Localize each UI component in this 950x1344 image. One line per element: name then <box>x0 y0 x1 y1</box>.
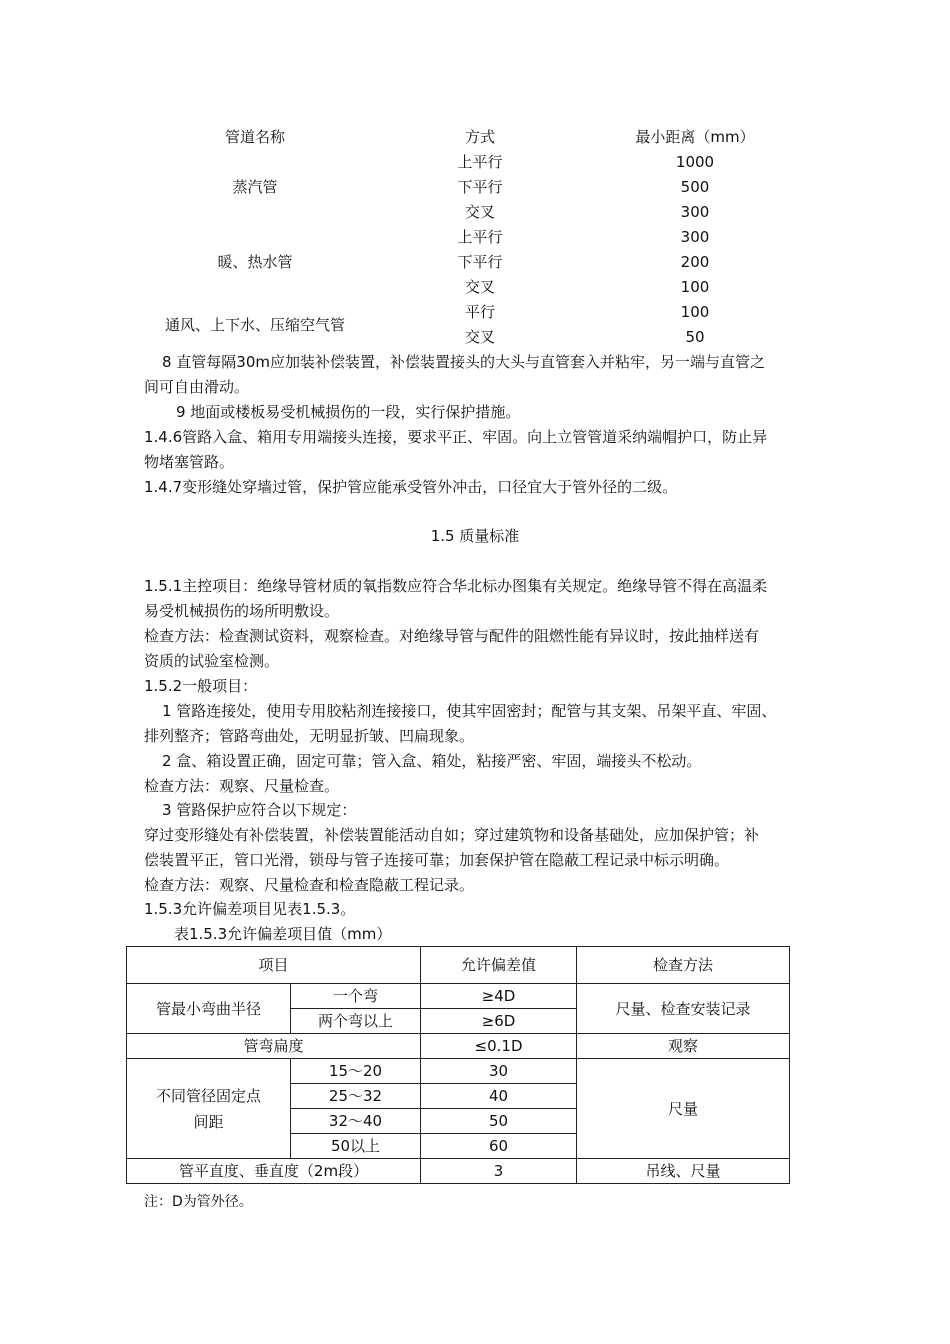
check-method-2: 检查方法：观察、尺量检查。 <box>144 777 340 795</box>
header-tolerance: 允许偏差值 <box>421 947 577 984</box>
col-pipe-name: 管道名称 <box>224 128 285 146</box>
clearance-table <box>140 125 800 350</box>
sub-item-cell: 50以上 <box>291 1134 421 1159</box>
method-cell: 平行 <box>464 303 495 321</box>
item-1-line2: 排列整齐；管路弯曲处，无明显折皱、凹扁现象。 <box>144 727 475 745</box>
item-2: 2 盒、箱设置正确，固定可靠；管入盒、箱处，粘接严密、牢固，端接头不松动。 <box>162 752 702 770</box>
paragraph-8-line2: 间可自由滑动。 <box>144 378 250 396</box>
value-cell: 30 <box>421 1059 577 1084</box>
paragraph-152: 1.5.2一般项目： <box>144 677 258 695</box>
distance-cell: 1000 <box>675 153 715 171</box>
table-row <box>127 1034 790 1059</box>
check-method-1-line2: 资质的试验室检测。 <box>144 652 280 670</box>
section-title: 1.5 质量标准 <box>430 527 520 545</box>
table-row <box>140 150 800 175</box>
value-cell: ≥6D <box>421 1009 577 1034</box>
method-cell: 上平行 <box>457 153 503 171</box>
table-note: 注：D为管外径。 <box>144 1194 253 1210</box>
table-row <box>140 225 800 250</box>
value-cell: ≤0.1D <box>421 1034 577 1059</box>
item-3: 3 管路保护应符合以下规定： <box>162 801 357 819</box>
check-method-3: 检查方法：观察、尺量检查和检查隐蔽工程记录。 <box>144 876 475 894</box>
method-cell: 交叉 <box>464 328 495 346</box>
distance-cell: 500 <box>680 178 710 196</box>
sub-item-cell: 两个弯以上 <box>291 1009 421 1034</box>
table-row <box>127 1059 790 1084</box>
item-cell-line2: 间距 <box>193 1112 224 1131</box>
paragraph-146-line1: 1.4.6管路入盒、箱用专用端接头连接，要求平正、牢固。向上立管管道采纳端帽护口，防止异 <box>144 428 768 446</box>
method-cell: 交叉 <box>464 278 495 296</box>
value-cell: 3 <box>421 1159 577 1184</box>
method-cell: 尺量、检查安装记录 <box>577 984 790 1034</box>
sub-item-cell: 25～32 <box>291 1084 421 1109</box>
item-3-detail-line2: 偿装置平正，管口光滑，锁母与管子连接可靠；加套保护管在隐蔽工程记录中标示明确。 <box>144 851 730 869</box>
sub-item-cell: 一个弯 <box>291 984 421 1009</box>
table-row <box>127 984 790 1009</box>
distance-cell: 100 <box>680 278 710 296</box>
table-row <box>127 1159 790 1184</box>
item-cell: 管最小弯曲半径 <box>127 984 291 1034</box>
header-item: 项目 <box>127 947 421 984</box>
paragraph-9: 9 地面或楼板易受机械损伤的一段，实行保护措施。 <box>176 403 521 421</box>
distance-cell: 100 <box>680 303 710 321</box>
method-cell: 下平行 <box>457 253 503 271</box>
distance-cell: 50 <box>685 328 705 346</box>
distance-cell: 300 <box>680 203 710 221</box>
method-cell: 上平行 <box>457 228 503 246</box>
item-cell-line1: 不同管径固定点 <box>155 1086 261 1105</box>
distance-cell: 300 <box>680 228 710 246</box>
col-min-distance: 最小距离（mm） <box>635 128 755 146</box>
group-name: 通风、上下水、压缩空气管 <box>164 315 345 334</box>
table-caption: 表1.5.3允许偏差项目值（mm） <box>174 925 392 943</box>
col-method: 方式 <box>464 128 495 146</box>
sub-item-cell: 32～40 <box>291 1109 421 1134</box>
group-name: 暖、热水管 <box>217 253 293 271</box>
value-cell: ≥4D <box>421 984 577 1009</box>
value-cell: 40 <box>421 1084 577 1109</box>
value-cell: 60 <box>421 1134 577 1159</box>
clearance-header-row <box>140 125 800 150</box>
paragraph-146-line2: 物堵塞管路。 <box>144 453 235 471</box>
method-cell: 下平行 <box>457 178 503 196</box>
item-cell: 管弯扁度 <box>127 1034 421 1059</box>
check-method-1-line1: 检查方法：检查测试资料，观察检查。对绝缘导管与配件的阻燃性能有异议时，按此抽样送有 <box>144 627 760 645</box>
paragraph-151-line2: 易受机械损伤的场所明敷设。 <box>144 602 340 620</box>
item-1-line1: 1 管路连接处，使用专用胶粘剂连接接口，使其牢固密封；配管与其支架、吊架平直、牢固、 <box>162 702 777 720</box>
paragraph-147: 1.4.7变形缝处穿墙过管，保护管应能承受管外冲击，口径宜大于管外径的二级。 <box>144 478 678 496</box>
header-check-method: 检查方法 <box>577 947 790 984</box>
method-cell: 尺量 <box>577 1059 790 1159</box>
value-cell: 50 <box>421 1109 577 1134</box>
item-cell: 管平直度、垂直度（2m段） <box>127 1159 421 1184</box>
paragraph-8-line1: 8 直管每隔30m应加装补偿装置，补偿装置接头的大头与直管套入并粘牢，另一端与直管之 <box>162 353 766 371</box>
method-cell: 吊线、尺量 <box>577 1159 790 1184</box>
tolerance-table <box>126 946 790 1184</box>
item-cell <box>127 1059 291 1159</box>
table-row <box>140 300 800 325</box>
method-cell: 观察 <box>577 1034 790 1059</box>
sub-item-cell: 15～20 <box>291 1059 421 1084</box>
paragraph-151-line1: 1.5.1主控项目：绝缘导管材质的氧指数应符合华北标办图集有关规定。绝缘导管不得在高温柔 <box>144 577 768 595</box>
distance-cell: 200 <box>680 253 710 271</box>
item-3-detail-line1: 穿过变形缝处有补偿装置，补偿装置能活动自如；穿过建筑物和设备基础处，应加保护管；补 <box>144 826 760 844</box>
tolerance-header-row <box>127 947 790 984</box>
method-cell: 交叉 <box>464 203 495 221</box>
group-name: 蒸汽管 <box>232 178 278 196</box>
paragraph-153: 1.5.3允许偏差项目见表1.5.3。 <box>144 900 356 918</box>
